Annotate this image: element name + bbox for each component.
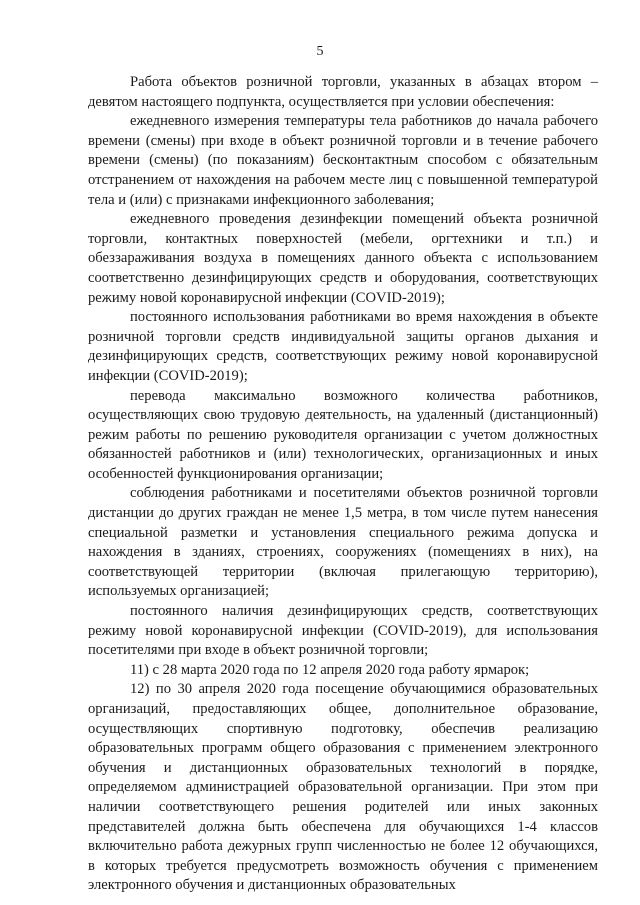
paragraph-disinfectants-for-visitors: постоянного наличия дезинфицирующих средств, соответствующих режиму новой коронавирусной инфекции (COVID-2019), для использования посетителями при входе в объект розничной торговли;	[88, 603, 598, 659]
paragraph-remote-work: перевода максимально возможного количества работников, осуществляющих свою трудовую деятельность, на удаленный (дистанционный) режим работы по решению руководителя организации с учетом должностных обязанностей работников и (или) технологических, организационных и иных особенностей функционирования организации;	[88, 387, 598, 482]
page-number: 5	[316, 44, 324, 59]
paragraph-protective-equipment: постоянного использования работниками во время нахождения в объекте розничной торговли средств индивидуальной защиты органов дыхания и дезинфицирующих средств, соответствующих режиму новой коронавирусной инфекции (COVID-2019);	[88, 309, 598, 384]
paragraph-item-12-education: 12) по 30 апреля 2020 года посещение обучающимися образовательных организаций, предоставляющих общее, дополнительное образование, осуществляющих спортивную подготовку, обеспечив реализацию образовательных программ общего образования с применением электронного обучения и дистанционных образовательных технологий в порядке, определяемом администрацией образовательной организации. При этом при наличии соответствующего решения родителей или иных законных представителей должна быть обеспечена для обучающихся 1-4 классов включительно работа дежурных групп численностью не более 12 обучающихся, в которых требуется предусмотреть возможность обучения с применением электронного обучения и дистанционных образовательных	[88, 681, 598, 894]
paragraph-distance: соблюдения работниками и посетителями объектов розничной торговли дистанции до других граждан не менее 1,5 метра, в том числе путем нанесения специальной разметки и установления специального режима допуска и нахождения в зданиях, строениях, сооружениях (помещениях в них), на соответствующей территории (включая прилегающую территорию), используемых организацией;	[88, 485, 598, 600]
paragraph-conditions-intro: Работа объектов розничной торговли, указанных в абзацах втором – девятом настоящего подпункта, осуществляется при условии обеспечения:	[88, 74, 598, 110]
paragraph-disinfection: ежедневного проведения дезинфекции помещений объекта розничной торговли, контактных поверхностей (мебели, оргтехники и т.п.) и обеззараживания воздуха в помещениях данного объекта с использованием соответственно дезинфицирующих средств и оборудования, соответствующих режиму новой коронавирусной инфекции (COVID-2019);	[88, 211, 598, 306]
paragraph-item-11-fairs: 11) с 28 марта 2020 года по 12 апреля 2020 года работу ярмарок;	[130, 661, 530, 678]
paragraph-temperature-check: ежедневного измерения температуры тела работников до начала рабочего времени (смены) при входе в объект розничной торговли и в течение рабочего времени (смены) (по показаниям) бесконтактным способом с обязательным отстранением от нахождения на рабочем месте лиц с повышенной температурой тела и (или) с признаками инфекционного заболевания;	[88, 113, 598, 208]
body-text	[88, 73, 598, 896]
